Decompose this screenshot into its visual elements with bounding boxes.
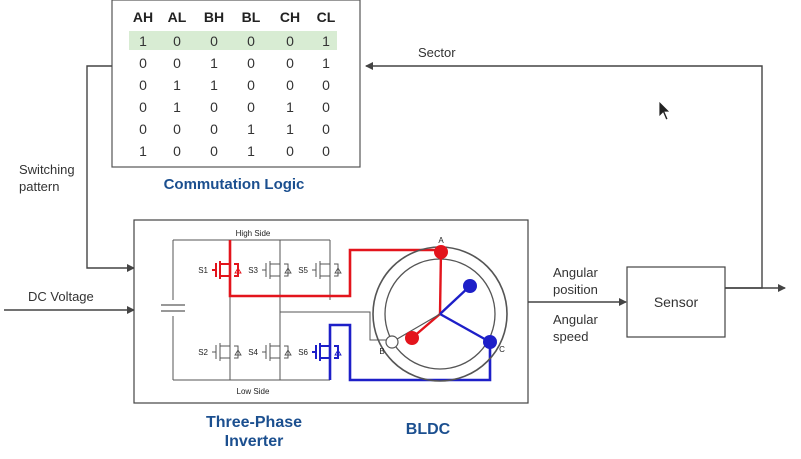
- terminal-a: [434, 245, 448, 259]
- switch-label: S3: [248, 266, 258, 275]
- inverter-title-2: Inverter: [224, 433, 284, 450]
- table-header-ah: AH: [132, 9, 154, 25]
- table-cell: 0: [139, 55, 147, 71]
- table-cell: 0: [139, 121, 147, 137]
- bldc-title: BLDC: [405, 421, 451, 438]
- table-cell: 1: [139, 33, 147, 49]
- table-cell: 0: [322, 121, 330, 137]
- phase-c-label: C: [499, 345, 505, 354]
- angular-position-label-1: Angular: [553, 265, 598, 280]
- switch-label: S6: [298, 348, 308, 357]
- mouse-cursor-icon: [659, 101, 670, 120]
- terminal-b: [386, 336, 398, 348]
- phase-a-label: A: [438, 236, 444, 245]
- table-cell: 1: [139, 143, 147, 159]
- table-header-bl: BL: [241, 9, 261, 25]
- switch-label: S2: [198, 348, 208, 357]
- table-header-al: AL: [167, 9, 187, 25]
- switch-label: S5: [298, 266, 308, 275]
- table-cell: 0: [210, 143, 218, 159]
- rotor-pole-red: [405, 331, 419, 345]
- table-cell: 0: [210, 121, 218, 137]
- winding-a: [440, 250, 441, 314]
- table-cell: 0: [286, 33, 294, 49]
- table-cell: 1: [247, 121, 255, 137]
- sector-label: Sector: [418, 45, 456, 60]
- table-cell: 0: [247, 33, 255, 49]
- table-cell: 0: [139, 77, 147, 93]
- commutation-logic-title: Commutation Logic: [163, 176, 305, 193]
- commutation-logic-table: [112, 0, 360, 167]
- table-cell: 1: [210, 55, 218, 71]
- table-highlight-row: [129, 31, 337, 50]
- table-cell: 1: [322, 55, 330, 71]
- table-cell: 0: [173, 33, 181, 49]
- phase-b-label: B: [379, 347, 385, 356]
- table-cell: 1: [286, 99, 294, 115]
- table-cell: 0: [322, 99, 330, 115]
- table-cell: 0: [173, 143, 181, 159]
- table-cell: 0: [286, 55, 294, 71]
- table-header-cl: CL: [316, 9, 336, 25]
- table-cell: 0: [210, 99, 218, 115]
- table-cell: 0: [210, 33, 218, 49]
- angular-position-label-2: position: [553, 282, 598, 297]
- table-cell: 0: [286, 143, 294, 159]
- switching-pattern-label-2: pattern: [19, 179, 60, 194]
- table-cell: 0: [247, 99, 255, 115]
- angular-speed-label-2: speed: [553, 329, 589, 344]
- table-cell: 1: [322, 33, 330, 49]
- table-cell: 0: [322, 143, 330, 159]
- switch-label: S4: [248, 348, 258, 357]
- terminal-c: [483, 335, 497, 349]
- table-cell: 1: [173, 99, 181, 115]
- table-cell: 0: [322, 77, 330, 93]
- table-cell: 0: [247, 77, 255, 93]
- table-cell: 1: [210, 77, 218, 93]
- table-cell: 0: [247, 55, 255, 71]
- switch-label: S1: [198, 266, 208, 275]
- dc-voltage-label: DC Voltage: [28, 289, 94, 304]
- table-cell: 1: [286, 121, 294, 137]
- table-header-ch: CH: [279, 9, 301, 25]
- table-cell: 0: [286, 77, 294, 93]
- table-cell: 0: [173, 121, 181, 137]
- sensor-label: Sensor: [653, 294, 699, 310]
- table-cell: 1: [247, 143, 255, 159]
- table-cell: 1: [173, 77, 181, 93]
- table-header-bh: BH: [203, 9, 225, 25]
- high-side-label: High Side: [235, 229, 271, 238]
- switching-pattern-label-1: Switching: [19, 162, 75, 177]
- angular-speed-label-1: Angular: [553, 312, 598, 327]
- inverter-title-1: Three-Phase: [205, 414, 303, 431]
- table-cell: 0: [173, 55, 181, 71]
- rotor-pole-blue: [463, 279, 477, 293]
- low-side-label: Low Side: [236, 387, 270, 396]
- table-cell: 0: [139, 99, 147, 115]
